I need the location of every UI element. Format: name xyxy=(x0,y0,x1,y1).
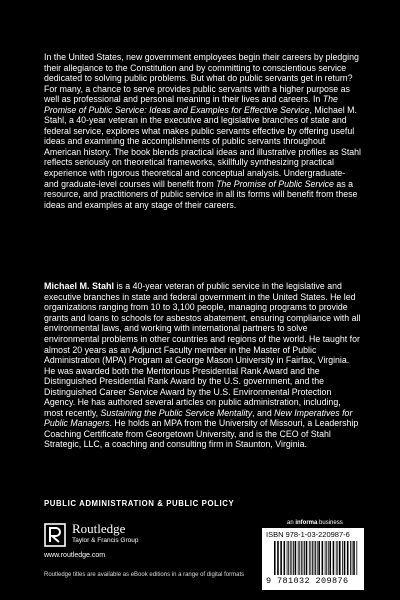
barcode-bar xyxy=(339,541,341,575)
barcode-bar xyxy=(329,541,331,575)
barcode-bar xyxy=(277,541,279,575)
barcode-icon xyxy=(274,541,358,575)
barcode-bar xyxy=(304,541,305,575)
bio-text-2: . He holds an MPA from the University of Missouri, a Leadership Coaching Certificate from Georgetown University, and is the CEO of Stahl Strategic, LLC, a coaching and consulting firm in Staunton, Virginia. xyxy=(44,418,359,450)
informa-suffix: business xyxy=(317,520,343,526)
barcode-bar xyxy=(356,541,357,575)
barcode-bar xyxy=(287,541,288,575)
bio-article-title-2: New Imperatives for Public Managers xyxy=(44,407,353,429)
informa-prefix: an xyxy=(287,520,296,526)
barcode-bar xyxy=(301,541,302,575)
barcode-bar xyxy=(284,541,286,575)
barcode-bar xyxy=(336,541,337,575)
barcode-bar xyxy=(299,541,300,575)
ebook-note: Routledge titles are available as eBook editions in a range of digital formats xyxy=(44,572,245,578)
routledge-r-icon xyxy=(44,523,66,547)
barcode-bar xyxy=(306,541,308,575)
barcode-bar xyxy=(347,541,349,575)
barcode-bar xyxy=(310,541,311,575)
barcode-bar xyxy=(328,541,329,575)
bio-text-1: is a 40-year veteran of public service in the legislative and executive branches in state and federal government in the United States. He led organizations ranging from 10 to 3,100 people, managing programs to provide grants and loans to schools for asbestos abatement, ensuring compliance with all environmental laws, and working with international partners to solve environmental problems in other countries and regions of the world. He taught for almost 20 years as an Adjunct Faculty member in the Master of Public Administration (MPA) Program at George Mason University in Fairfax, Virginia. He was awarded both the Meritorious Presidential Rank Award and the Distinguished Presidential Rank Award by the U.S. government, and the Distinguished Career Service Award by the U.S. Environmental Protection Agency. He has authored several articles on public administration, including, most recently, xyxy=(44,281,361,418)
barcode-bar xyxy=(337,541,338,575)
blurb-text-2: , Michael M. Stahl, a 40-year veteran in the executive and legislative branches of state and federal service, explores what makes public servants effective by offering useful ideas and examining the accomplishments of public servants throughout American history. The book blends practical ideas and illustrative profiles as Stahl reflects seriously on theoretical frameworks, skillfully synthesizing practical experience with rigorous theoretical and conceptual analysis. Undergraduate- and graduate-level courses will benefit from xyxy=(44,104,362,189)
back-cover-blurb xyxy=(44,52,362,210)
bio-text-and: , and xyxy=(252,407,275,418)
barcode-bar xyxy=(326,541,327,575)
publisher-website: www.routledge.com xyxy=(44,552,106,559)
barcode-bar xyxy=(303,541,304,575)
barcode-bar xyxy=(353,541,355,575)
barcode-bar xyxy=(298,541,299,575)
barcode-bar xyxy=(322,541,324,575)
blurb-text-1: In the United States, new government employees begin their careers by pledging their allegiance to the Constitution and by committing to conscientious service dedicated to solving public problems. But what do public servants get in return? For many, a chance to serve provides public servants with a higher purpose as well as professional and personal meaning in their lives and careers. In xyxy=(44,52,359,105)
barcode-bar xyxy=(352,541,353,575)
barcode-bar xyxy=(291,541,292,575)
barcode-bar xyxy=(288,541,289,575)
barcode-bar xyxy=(312,541,313,575)
bio-article-title-1: Sustaining the Public Service Mentality xyxy=(100,407,253,418)
barcode-panel xyxy=(262,528,364,590)
barcode-bar xyxy=(318,541,320,575)
barcode-bar xyxy=(280,541,282,575)
series-label: PUBLIC ADMINISTRATION & PUBLIC POLICY xyxy=(44,499,235,508)
barcode-bar xyxy=(325,541,326,575)
barcode-bar xyxy=(344,541,346,575)
barcode-bar xyxy=(290,541,291,575)
barcode-bar xyxy=(333,541,335,575)
blurb-text-3: as a resource, and practitioners of public service in all its forms will benefit from these ideas and examples at any stage of their careers. xyxy=(44,178,358,210)
informa-label xyxy=(287,520,343,526)
barcode-bar xyxy=(317,541,318,575)
blurb-book-title: The Promise of Public Service: Ideas and Examples for Effective Service xyxy=(44,94,338,115)
barcode-bar xyxy=(314,541,315,575)
barcode-bar xyxy=(342,541,343,575)
barcode-digits: 9 781032 209876 xyxy=(266,576,349,586)
publisher-group: Taylor & Francis Group xyxy=(72,537,139,544)
publisher-name: Routledge xyxy=(72,521,126,536)
author-bio xyxy=(44,281,362,450)
barcode-bar xyxy=(350,541,351,575)
blurb-book-title-short: The Promise of Public Service xyxy=(216,178,334,189)
informa-brand: informa xyxy=(295,520,318,526)
author-name: Michael M. Stahl xyxy=(44,281,115,291)
barcode-bar xyxy=(315,541,316,575)
barcode-bar xyxy=(295,541,297,575)
barcode-bar xyxy=(293,541,294,575)
isbn-text: ISBN 978-1-03-220987-6 xyxy=(266,530,350,539)
barcode-bar xyxy=(309,541,310,575)
barcode-bar xyxy=(274,541,276,575)
